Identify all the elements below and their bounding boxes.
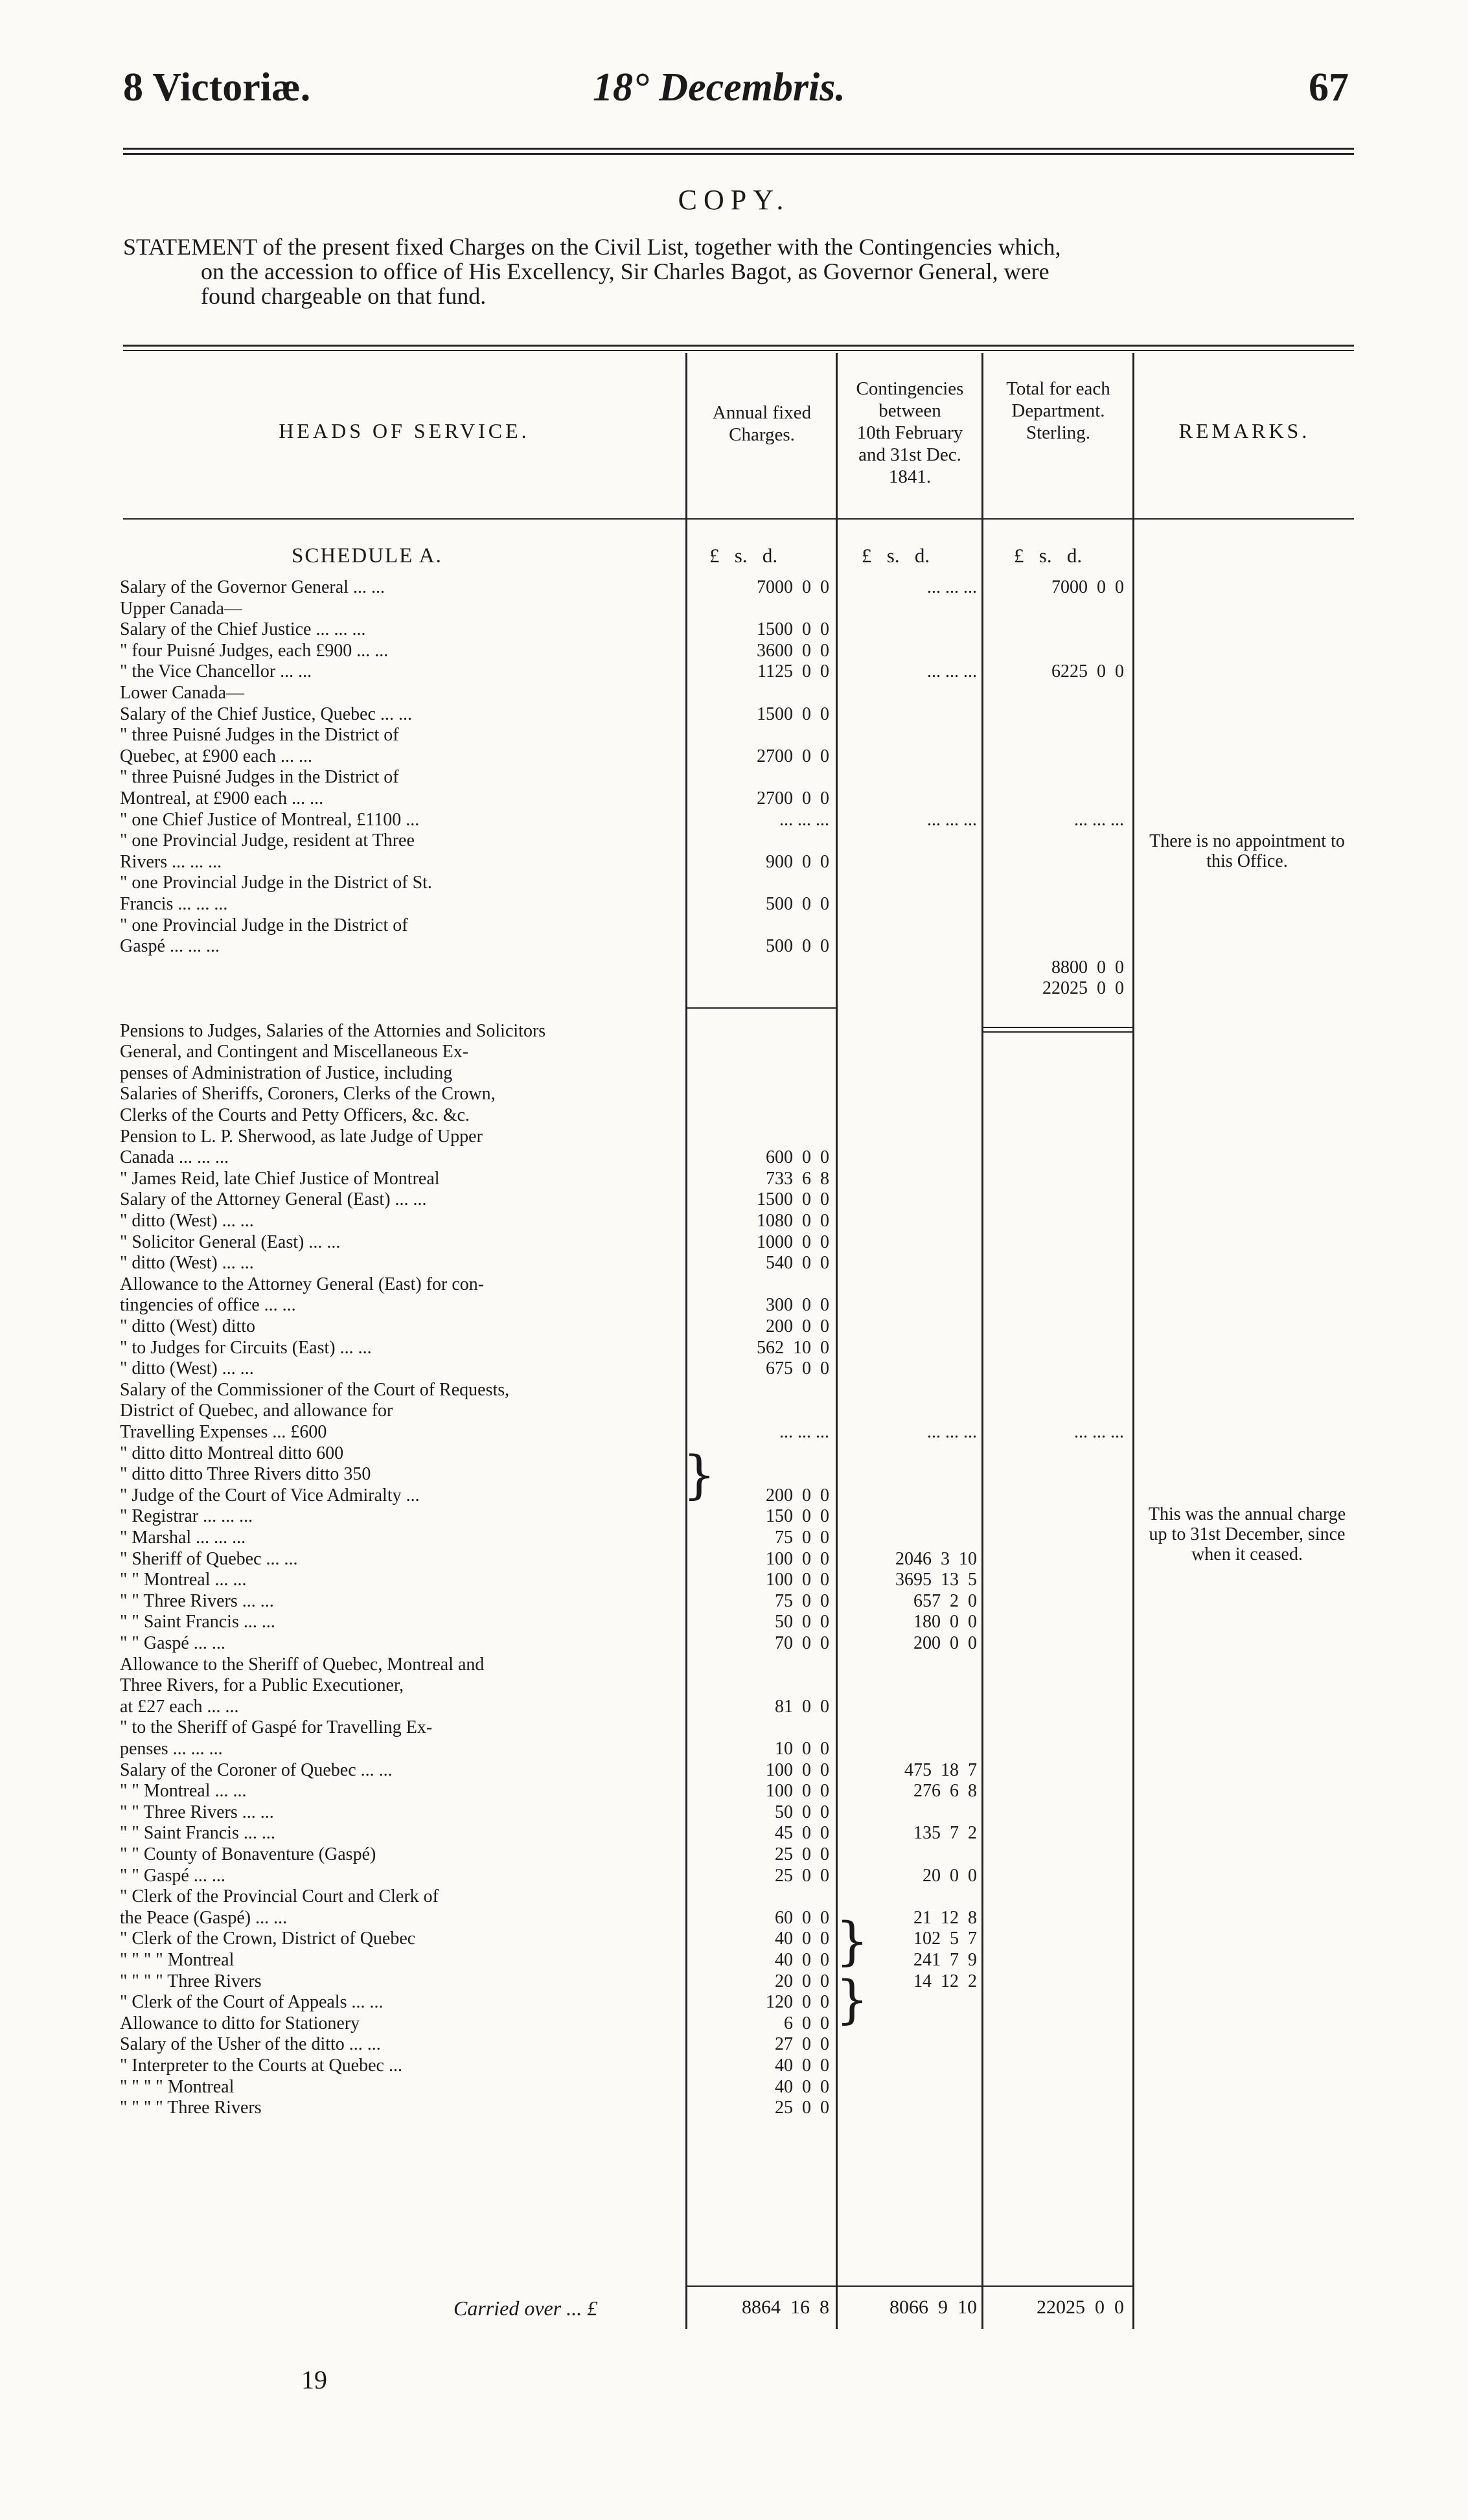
units-annual: £ s. d.: [709, 544, 778, 567]
annual-charge-cell: 75 0 0: [775, 1590, 829, 1611]
header-rule-top: [123, 148, 1354, 150]
row-label: Pensions to Judges, Salaries of the Attornies and Solicitors: [120, 1021, 546, 1041]
row-label: " " " " Three Rivers: [120, 2098, 262, 2118]
row-label: Rivers ... ... ...: [120, 852, 222, 872]
annual-charge-cell: 40 0 0: [775, 1950, 829, 1970]
row-label: tingencies of office ... ...: [120, 1296, 296, 1316]
department-total-cell: 8800 0 0: [1051, 957, 1124, 978]
contingency-cell: 2046 3 10: [895, 1548, 977, 1569]
annual-charge-cell: 75 0 0: [775, 1528, 829, 1548]
carried-over-total: 22025 0 0: [1037, 2297, 1124, 2318]
row-label: " James Reid, late Chief Justice of Montreal: [120, 1169, 440, 1189]
brace-glyph: }: [836, 1969, 869, 2030]
contingency-cell: ... ... ...: [927, 809, 977, 830]
annual-charge-cell: 1000 0 0: [757, 1231, 829, 1252]
row-label: the Peace (Gaspé) ... ...: [120, 1908, 288, 1928]
row-label: " three Puisné Judges in the District of: [120, 726, 399, 746]
date-header: 18° Decembris.: [593, 65, 845, 109]
annual-charge-cell: 100 0 0: [766, 1759, 829, 1780]
annual-charge-cell: 120 0 0: [766, 1992, 829, 2013]
annual-charge-cell: 2700 0 0: [757, 788, 829, 808]
row-label: " the Vice Chancellor ... ...: [120, 662, 312, 682]
row-label: Three Rivers, for a Public Executioner,: [120, 1676, 404, 1696]
contingency-cell: 135 7 2: [913, 1823, 977, 1844]
row-label: Lower Canada—: [120, 683, 245, 703]
row-label: Salary of the Usher of the ditto ... ...: [120, 2035, 381, 2055]
department-total-cell: ... ... ...: [1074, 1422, 1124, 1442]
units-contingencies: £ s. d.: [862, 544, 930, 567]
row-label: " " Montreal ... ...: [120, 1781, 247, 1802]
annual-charge-cell: 1500 0 0: [757, 1189, 829, 1210]
annual-charge-cell: 1500 0 0: [757, 704, 829, 724]
brace-glyph: }: [683, 1445, 716, 1505]
annual-charge-cell: 40 0 0: [775, 2076, 829, 2097]
row-label: Salary of the Commissioner of the Court of Requests,: [120, 1380, 510, 1400]
row-label: " one Provincial Judge in the District of: [120, 915, 408, 935]
contingency-cell: 276 6 8: [913, 1781, 977, 1802]
contingency-cell: 21 12 8: [913, 1907, 977, 1928]
subtotal-rule: [687, 1007, 836, 1009]
row-label: " one Chief Justice of Montreal, £1100 ...: [120, 810, 420, 830]
annual-charge-cell: 50 0 0: [775, 1612, 829, 1632]
column-divider: [1132, 353, 1134, 2329]
annual-charge-cell: 20 0 0: [775, 1971, 829, 1991]
row-label: Salary of the Governor General ... ...: [120, 578, 385, 597]
units-total: £ s. d.: [1014, 544, 1083, 567]
column-divider: [981, 353, 983, 2329]
annual-charge-cell: 6 0 0: [784, 2013, 829, 2033]
row-label: Salary of the Chief Justice ... ... ...: [120, 620, 366, 640]
annual-charge-cell: 562 10 0: [757, 1337, 829, 1358]
row-label: " Clerk of the Crown, District of Quebec: [120, 1929, 416, 1949]
row-label: " to Judges for Circuits (East) ... ...: [120, 1338, 372, 1358]
row-label: " Registrar ... ... ...: [120, 1507, 253, 1527]
annual-charge-cell: 675 0 0: [766, 1358, 829, 1379]
row-label: " three Puisné Judges in the District of: [120, 768, 399, 788]
row-label: " one Provincial Judge, resident at Three: [120, 831, 415, 851]
row-label: " four Puisné Judges, each £900 ... ...: [120, 641, 389, 661]
annual-charge-cell: 27 0 0: [775, 2034, 829, 2055]
annual-charge-cell: 1080 0 0: [757, 1211, 829, 1231]
row-label: Pension to L. P. Sherwood, as late Judge of Upper: [120, 1127, 483, 1147]
column-divider: [836, 353, 838, 2329]
brace-glyph: }: [836, 1911, 869, 1971]
remark-no-appointment: There is no appointment to this Office.: [1149, 831, 1345, 871]
row-label: " ditto (West) ... ...: [120, 1211, 254, 1231]
annual-charge-cell: ... ... ...: [779, 1422, 829, 1442]
row-label: Allowance to the Sheriff of Quebec, Montreal and: [120, 1655, 485, 1675]
annual-charge-cell: 500 0 0: [766, 894, 829, 914]
contingency-cell: 475 18 7: [904, 1759, 977, 1780]
row-label: " Marshal ... ... ...: [120, 1528, 246, 1548]
carried-over-annual: 8864 16 8: [742, 2297, 829, 2318]
annual-charge-cell: 200 0 0: [766, 1485, 829, 1506]
annual-charge-cell: 10 0 0: [775, 1739, 829, 1759]
row-label: " Interpreter to the Courts at Quebec ...: [120, 2056, 402, 2076]
carried-over-label: Carried over ... £: [453, 2297, 598, 2320]
page-number: 67: [1309, 65, 1349, 109]
row-label: Gaspé ... ... ...: [120, 937, 220, 957]
annual-charge-cell: 100 0 0: [766, 1781, 829, 1802]
annual-charge-cell: 40 0 0: [775, 2056, 829, 2076]
annual-charge-cell: 40 0 0: [775, 1929, 829, 1949]
annual-charge-cell: 100 0 0: [766, 1570, 829, 1590]
row-label: " ditto (West) ditto: [120, 1317, 256, 1336]
row-label: " " County of Bonaventure (Gaspé): [120, 1845, 376, 1864]
row-label: Travelling Expenses ... £600: [120, 1423, 327, 1442]
row-label: Allowance to the Attorney General (East) for con-: [120, 1274, 485, 1294]
row-label: Upper Canada—: [120, 599, 242, 619]
annual-charge-cell: 45 0 0: [775, 1823, 829, 1844]
session-header: 8 Victoriæ.: [123, 65, 311, 109]
contingency-cell: ... ... ...: [927, 661, 977, 682]
row-label: " " " " Montreal: [120, 2077, 235, 2097]
contingency-cell: 180 0 0: [913, 1612, 977, 1632]
carried-over-rule: [687, 2285, 1132, 2287]
annual-charge-cell: 540 0 0: [766, 1253, 829, 1274]
row-label: Salary of the Chief Justice, Quebec ... ...: [120, 704, 412, 724]
row-label: " ditto (West) ... ...: [120, 1254, 254, 1274]
contingency-cell: ... ... ...: [927, 577, 977, 597]
annual-charge-cell: 500 0 0: [766, 936, 829, 957]
row-label: " ditto (West) ... ...: [120, 1359, 254, 1379]
table-top-rule-2: [123, 350, 1354, 351]
contingency-cell: 102 5 7: [913, 1929, 977, 1949]
column-heads-of-service: HEADS OF SERVICE.: [279, 419, 530, 442]
contingency-cell: ... ... ...: [927, 1422, 977, 1442]
row-label: " " Three Rivers ... ...: [120, 1591, 274, 1611]
table-header-rule: [123, 518, 1354, 520]
row-label: " " " " Montreal: [120, 1951, 235, 1970]
row-label: " " Saint Francis ... ...: [120, 1824, 275, 1844]
annual-charge-cell: 81 0 0: [775, 1696, 829, 1717]
annual-charge-cell: 1125 0 0: [757, 661, 829, 682]
column-contingencies: Contingencies between 10th February and 31st Dec. 1841.: [856, 378, 964, 487]
column-annual-fixed: Annual fixed Charges.: [712, 402, 812, 445]
contingency-cell: 200 0 0: [913, 1633, 977, 1653]
row-label: " " Gaspé ... ...: [120, 1634, 225, 1653]
subtotal-rule: [983, 1031, 1132, 1033]
row-label: Montreal, at £900 each ... ...: [120, 789, 324, 808]
annual-charge-cell: 25 0 0: [775, 1844, 829, 1864]
row-label: Francis ... ... ...: [120, 895, 228, 914]
annual-charge-cell: 70 0 0: [775, 1633, 829, 1653]
annual-charge-cell: 300 0 0: [766, 1295, 829, 1316]
row-label: Salaries of Sheriffs, Coroners, Clerks of the Crown,: [120, 1084, 496, 1105]
row-label: " one Provincial Judge in the District of St.: [120, 873, 432, 893]
row-label: " Solicitor General (East) ... ...: [120, 1232, 341, 1252]
row-label: " ditto ditto Three Rivers ditto 350: [120, 1465, 371, 1485]
contingency-cell: 241 7 9: [913, 1950, 977, 1970]
contingency-cell: 20 0 0: [923, 1865, 977, 1886]
row-label: " Clerk of the Court of Appeals ... ...: [120, 1993, 384, 2013]
row-label: at £27 each ... ...: [120, 1697, 239, 1717]
statement-paragraph: [123, 235, 1354, 308]
contingency-cell: 3695 13 5: [895, 1570, 977, 1590]
statement-line: STATEMENT of the present fixed Charges on the Civil List, together with the Contingencies which,: [123, 234, 1061, 260]
annual-charge-cell: 50 0 0: [775, 1802, 829, 1822]
table-top-rule: [123, 345, 1354, 347]
row-label: " " " " Three Rivers: [120, 1971, 262, 1991]
statement-line: on the accession to office of His Excellency, Sir Charles Bagot, as Governor General, were: [201, 258, 1049, 284]
row-label: Canada ... ... ...: [120, 1148, 229, 1168]
row-label: " " Gaspé ... ...: [120, 1866, 225, 1886]
row-label: Salary of the Coroner of Quebec ... ...: [120, 1760, 393, 1780]
footer-page-number: 19: [301, 2365, 327, 2394]
annual-charge-cell: 200 0 0: [766, 1316, 829, 1336]
column-divider: [685, 353, 687, 2329]
row-label: Quebec, at £900 each ... ...: [120, 746, 312, 766]
annual-charge-cell: 25 0 0: [775, 2098, 829, 2118]
annual-charge-cell: 900 0 0: [766, 851, 829, 872]
row-label: Clerks of the Courts and Petty Officers, &c. &c.: [120, 1106, 470, 1125]
row-label: General, and Contingent and Miscellaneous Ex-: [120, 1042, 469, 1062]
department-total-cell: 7000 0 0: [1051, 577, 1124, 597]
schedule-title: SCHEDULE A.: [292, 544, 442, 567]
subtotal-rule: [983, 1027, 1132, 1028]
annual-charge-cell: 600 0 0: [766, 1147, 829, 1168]
row-label: " " Montreal ... ...: [120, 1570, 247, 1590]
column-total: Total for each Department. Sterling.: [1006, 378, 1110, 443]
annual-charge-cell: 100 0 0: [766, 1548, 829, 1569]
statement-line: found chargeable on that fund.: [201, 283, 487, 309]
annual-charge-cell: 3600 0 0: [757, 640, 829, 661]
annual-charge-cell: 25 0 0: [775, 1865, 829, 1886]
contingency-cell: 657 2 0: [913, 1590, 977, 1611]
annual-charge-cell: 60 0 0: [775, 1907, 829, 1928]
annual-charge-cell: 1500 0 0: [757, 619, 829, 640]
row-label: " Sheriff of Quebec ... ...: [120, 1549, 298, 1569]
row-label: " " Three Rivers ... ...: [120, 1802, 274, 1822]
row-label: penses ... ... ...: [120, 1739, 223, 1759]
row-label: Allowance to ditto for Stationery: [120, 2013, 360, 2033]
carried-over-contingencies: 8066 9 10: [889, 2297, 977, 2318]
row-label: " Judge of the Court of Vice Admiralty ...: [120, 1485, 420, 1506]
annual-charge-cell: 733 6 8: [766, 1168, 829, 1189]
row-label: " " Saint Francis ... ...: [120, 1612, 275, 1632]
annual-charge-cell: 2700 0 0: [757, 746, 829, 766]
row-label: " ditto ditto Montreal ditto 600: [120, 1443, 344, 1463]
column-remarks: REMARKS.: [1178, 419, 1311, 442]
row-label: " to the Sheriff of Gaspé for Travelling Ex-: [120, 1718, 433, 1738]
remark-annual-charge: This was the annual charge up to 31st December, since when it ceased.: [1148, 1504, 1346, 1564]
row-label: District of Quebec, and allowance for: [120, 1401, 393, 1421]
annual-charge-cell: 7000 0 0: [757, 577, 829, 597]
annual-charge-cell: 150 0 0: [766, 1506, 829, 1527]
copy-heading: COPY.: [678, 184, 790, 216]
row-label: " Clerk of the Provincial Court and Clerk of: [120, 1887, 439, 1907]
row-label: Salary of the Attorney General (East) ... ...: [120, 1190, 427, 1210]
contingency-cell: 14 12 2: [913, 1971, 977, 1991]
department-total-cell: 22025 0 0: [1042, 978, 1124, 999]
department-total-cell: ... ... ...: [1074, 809, 1124, 830]
row-label: penses of Administration of Justice, including: [120, 1063, 453, 1083]
annual-charge-cell: ... ... ...: [779, 809, 829, 830]
header-rule-bottom: [123, 153, 1354, 155]
department-total-cell: 6225 0 0: [1051, 661, 1124, 682]
